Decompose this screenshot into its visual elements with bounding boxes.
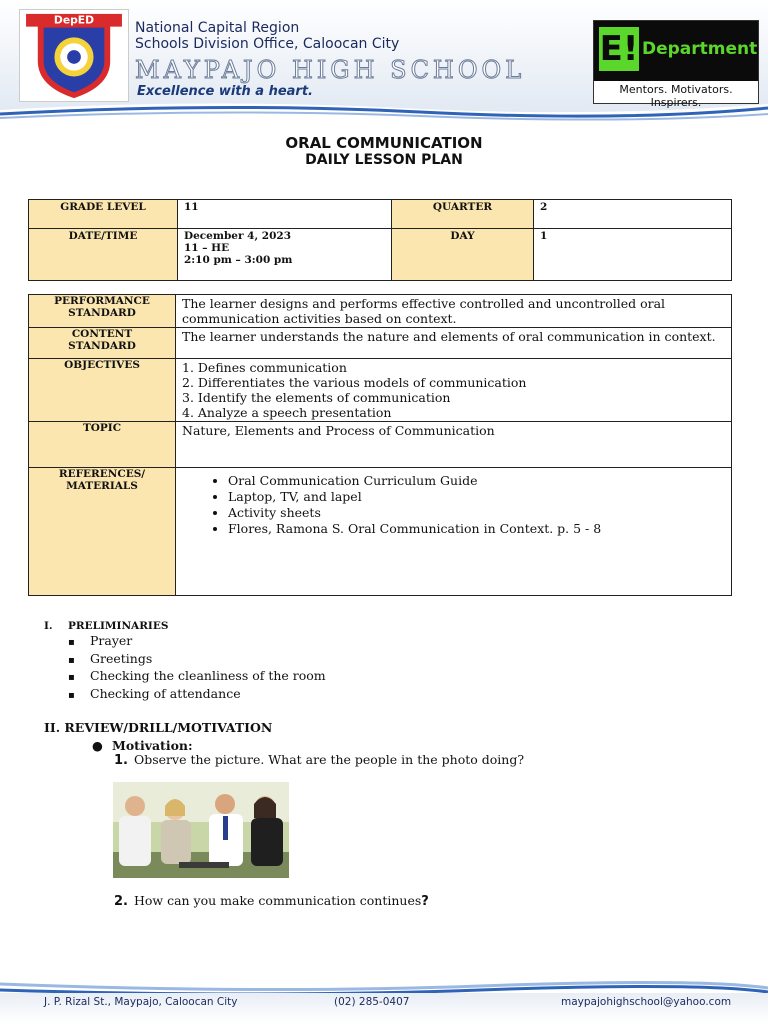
school-tagline: Excellence with a heart. — [137, 84, 313, 99]
footer-email: maypajohighschool@yahoo.com — [561, 996, 732, 1008]
motivation-label — [92, 738, 193, 753]
objective-item: 2. Differentiates the various models of communication — [182, 375, 527, 390]
question-2 — [114, 893, 429, 909]
preliminaries-list — [68, 633, 326, 703]
list-item: ▪ Greetings — [68, 651, 326, 669]
region-name: National Capital Region — [135, 20, 300, 36]
section-heading-text: PRELIMINARIES — [68, 620, 169, 632]
list-item: ▪ Prayer — [68, 633, 326, 651]
label-line: PERFORMANCE — [54, 295, 150, 307]
list-item: ▪ Checking of attendance — [68, 686, 326, 704]
label-line: STANDARD — [68, 307, 136, 319]
people-talking-photo — [113, 782, 289, 878]
label-line: CONTENT — [71, 328, 133, 340]
objective-item: 1. Defines communication — [182, 360, 347, 375]
objective-item: 4. Analyze a speech presentation — [182, 405, 392, 420]
performance-standard-value: The learner designs and performs effective controlled and uncontrolled oral communication activities based on context. — [176, 295, 732, 328]
school-name: MAYPAJO HIGH SCHOOL — [135, 56, 526, 84]
dept-letter: E! — [599, 29, 639, 69]
label-line: REFERENCES/ — [58, 468, 146, 480]
reference-item: • Activity sheets — [228, 505, 725, 521]
document-title: ORAL COMMUNICATION — [285, 134, 483, 152]
question-1 — [114, 752, 524, 768]
e-department-logo — [593, 20, 759, 109]
footer-address: J. P. Rizal St., Maypajo, Caloocan City — [44, 996, 238, 1008]
svg-text:DepED: DepED — [53, 13, 95, 27]
reference-item: • Laptop, TV, and lapel — [228, 489, 725, 505]
dept-motto: Mentors. Motivators. Inspirers. — [619, 83, 733, 109]
question-number: 2. — [114, 894, 128, 909]
day-value: 1 — [534, 229, 732, 281]
bullet-icon: ● — [92, 738, 103, 753]
question-mark: ? — [421, 894, 429, 909]
list-item: ▪ Checking the cleanliness of the room — [68, 668, 326, 686]
section-review-heading: II. REVIEW/DRILL/MOTIVATION — [44, 720, 273, 735]
reference-item: • Oral Communication Curriculum Guide — [228, 473, 725, 489]
objectives-label: OBJECTIVES — [29, 359, 176, 422]
section-value: 11 – HE — [184, 242, 230, 254]
grade-level-label: GRADE LEVEL — [29, 200, 178, 229]
division-name: Schools Division Office, Caloocan City — [135, 36, 400, 52]
time-value: 2:10 pm – 3:00 pm — [184, 254, 293, 266]
label-line: STANDARD — [68, 340, 136, 352]
footer-phone: (02) 285-0407 — [334, 996, 410, 1008]
page-footer — [0, 993, 768, 1024]
content-standard-value: The learner understands the nature and elements of oral communication in context. — [176, 328, 732, 359]
quarter-label: QUARTER — [392, 200, 534, 229]
references-list — [176, 468, 732, 596]
section-preliminaries-heading — [44, 620, 168, 632]
references-label — [29, 468, 176, 596]
lesson-info-table — [28, 199, 732, 281]
question-text: How can you make communication continues — [133, 893, 422, 908]
motivation-text: Motivation: — [112, 738, 193, 753]
objective-item: 3. Identify the elements of communication — [182, 390, 451, 405]
reference-item: • Flores, Ramona S. Oral Communication in Context. p. 5 - 8 — [228, 521, 725, 537]
deped-seal-logo — [19, 9, 129, 102]
datetime-value — [178, 229, 392, 281]
topic-value: Nature, Elements and Process of Communication — [176, 422, 732, 468]
label-line: MATERIALS — [66, 480, 138, 492]
day-label: DAY — [392, 229, 534, 281]
performance-standard-label — [29, 295, 176, 328]
objectives-list — [176, 359, 732, 422]
letterhead — [0, 0, 768, 122]
grade-level-value: 11 — [178, 200, 392, 229]
document-subtitle: DAILY LESSON PLAN — [305, 152, 463, 168]
quarter-value: 2 — [534, 200, 732, 229]
date-value: December 4, 2023 — [184, 230, 292, 242]
section-number: I. — [44, 620, 53, 632]
topic-label: TOPIC — [29, 422, 176, 468]
dept-word: Department — [642, 39, 758, 59]
question-number: 1. — [114, 753, 128, 768]
header-wave-divider — [0, 96, 768, 126]
standards-table — [28, 294, 732, 596]
datetime-label: DATE/TIME — [29, 229, 178, 281]
question-text: Observe the picture. What are the people in the photo doing? — [133, 752, 525, 767]
content-standard-label — [29, 328, 176, 359]
